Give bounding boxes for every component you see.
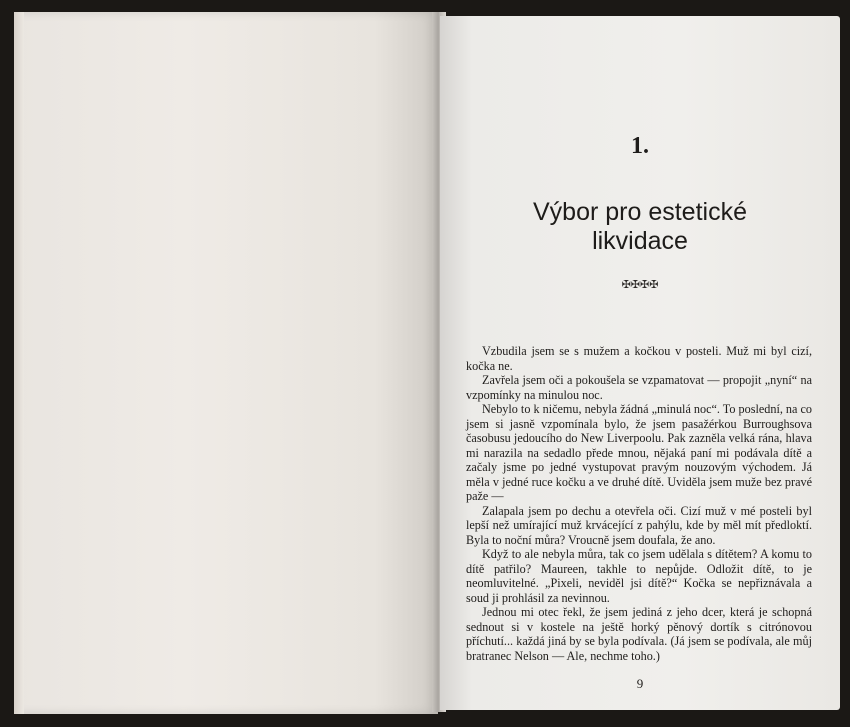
paragraph: Nebylo to k ničemu, nebyla žádná „minulá noc“. To poslední, na co jsem si jasně vzpomínala bylo, že jsem pasažérkou Burroughsova časobusu jedoucího do New Liverpoolu. Pak zazněla velká rána, hlava mi narazila na sedadlo přede mnou, nějaká paní mi podávala dítě a začaly jsme po jedné vystupovat pravým nouzovým východem. Já měla v jedné ruce kočku a ve druhé dítě. Uviděla jsem muže bez pravé paže —	[466, 402, 812, 503]
left-page-blank	[14, 12, 438, 714]
chapter-title-line-1: Výbor pro estetické	[533, 198, 747, 226]
chapter-title-line-2: likvidace	[592, 227, 688, 255]
paragraph: Zavřela jsem oči a pokoušela se vzpamatovat — propojit „nyní“ na vzpomínky na minulou noc.	[466, 373, 812, 402]
chapter-title	[440, 198, 840, 256]
paragraph: Když to ale nebyla můra, tak co jsem udělala s dítětem? A komu to dítě patřilo? Maureen, takhle to nepůjde. Odložit dítě, to je neomluvitelné. „Pixeli, neviděl jsi dítě?“ Kočka se nepřiznávala a soud ji prohlásil za nevinnou.	[466, 547, 812, 605]
chapter-body	[466, 344, 812, 663]
paragraph: Jednou mi otec řekl, že jsem jediná z jeho dcer, která je schopná sednout si v kostele na ještě horký pěnový dortík s citrónovou příchutí... každá jiná by se byla podívala. (Já jsem se podívala, ale můj bratranec Nelson — Ale, nechme toho.)	[466, 605, 812, 663]
ornament-divider: ✠✠✠✠	[621, 279, 659, 291]
paragraph: Vzbudila jsem se s mužem a kočkou v posteli. Muž mi byl cizí, kočka ne.	[466, 344, 812, 373]
paragraph: Zalapala jsem po dechu a otevřela oči. Cizí muž v mé posteli byl lepší než umírající muž krvácející z pahýlu, kde by měl mít předloktí. Byla to noční můra? Vroucně jsem doufala, že ano.	[466, 503, 812, 547]
page-number: 9	[636, 676, 644, 691]
left-page-edge	[14, 12, 24, 714]
chapter-number: 1.	[631, 133, 649, 159]
